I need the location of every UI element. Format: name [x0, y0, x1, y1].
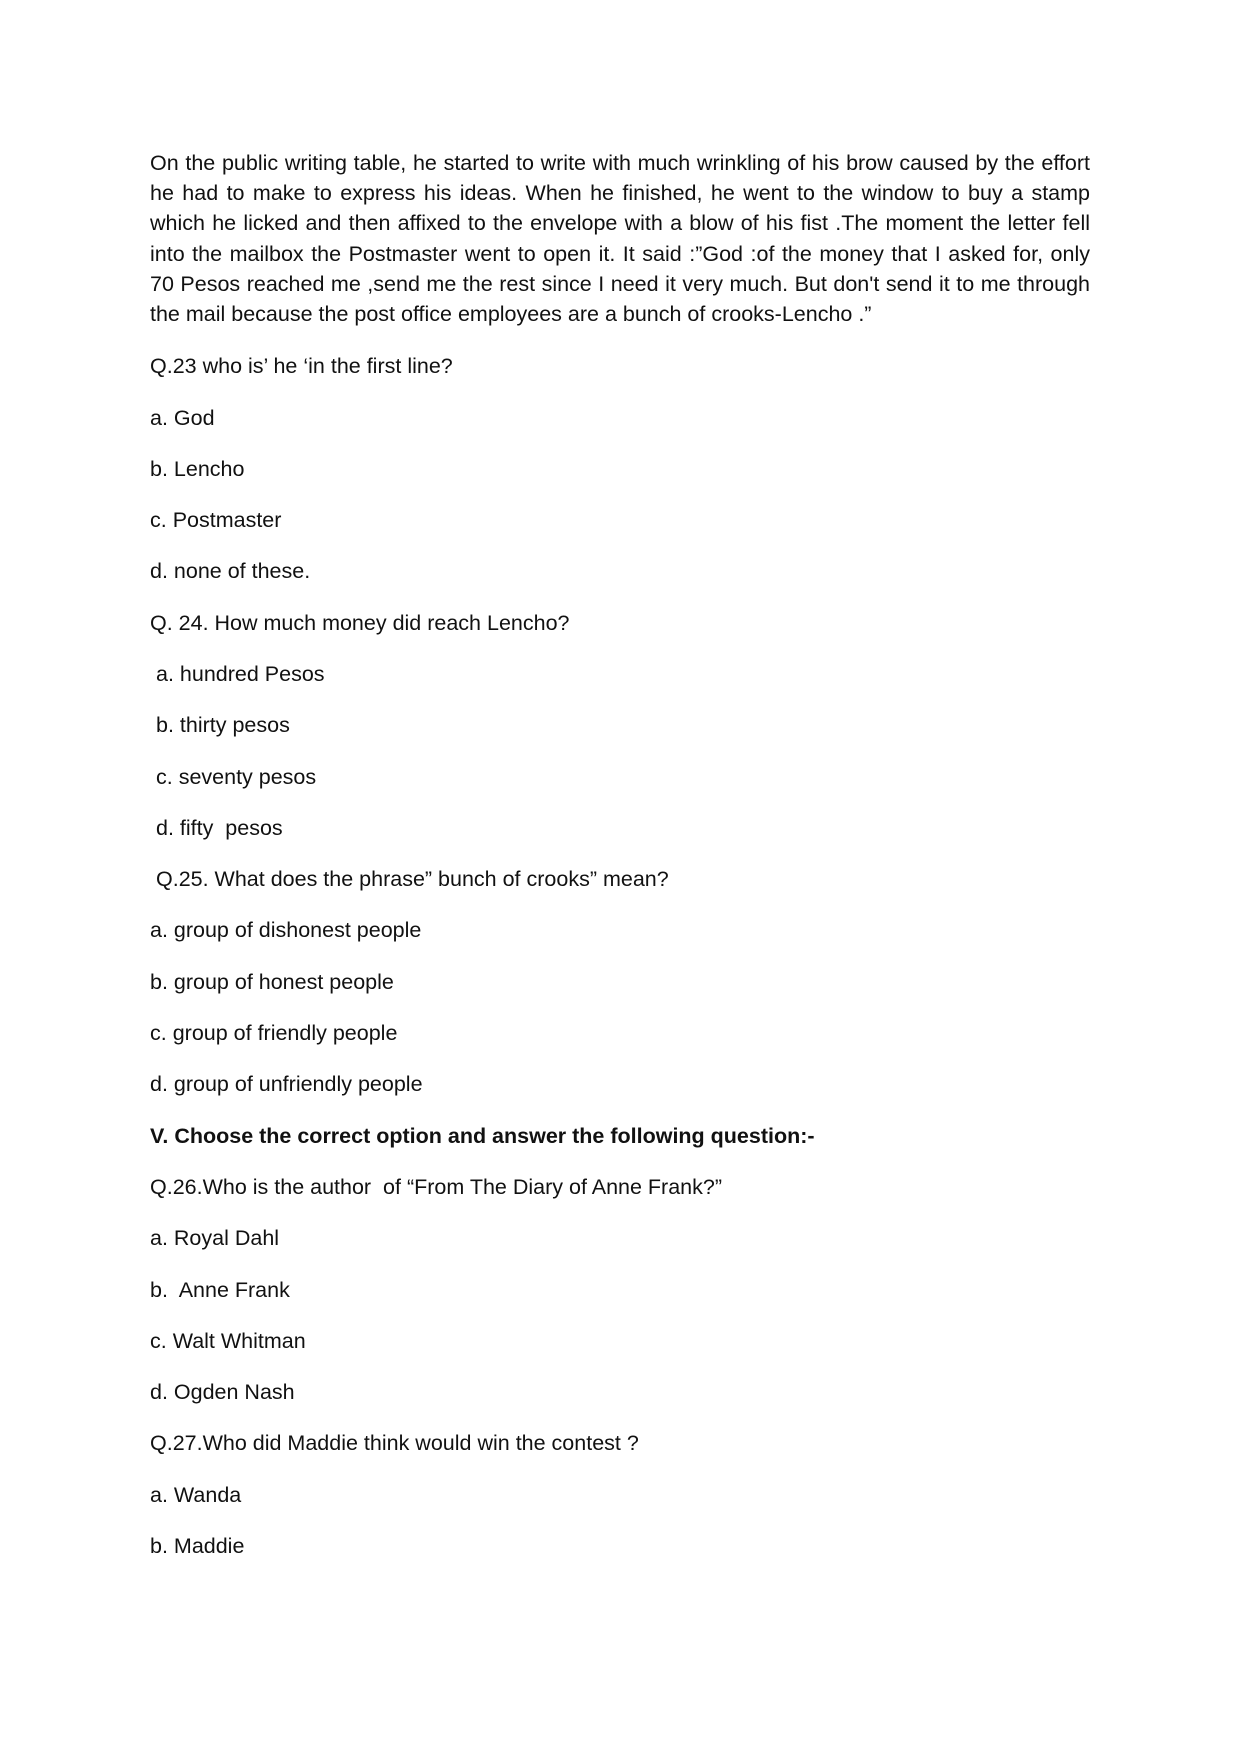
q25-option-d: d. group of unfriendly people [150, 1072, 423, 1097]
q24-option-a: a. hundred Pesos [156, 662, 325, 686]
q23-option-c: c. Postmaster [150, 508, 282, 533]
reading-passage: On the public writing table, he started to write with much wrinkling of his brow caused by the effort he had to make to express his ideas. When he finished, he went to the window to buy a stamp which he licked and then affixed to the envelope with a blow of his fist .The moment the letter fell into the mailbox the Postmaster went to open it. It said :”God :of the money that I asked for, only 70 Pesos reached me ,send me the rest since I need it very much. But don't send it to me through the mail because the post office employees are a bunch of crooks-Lencho .” [150, 151, 1090, 327]
question-23: Q.23 who is’ he ‘in the first line? [150, 354, 453, 379]
q23-option-b: b. Lencho [150, 456, 245, 481]
q25-option-a: a. group of dishonest people [150, 918, 422, 943]
q26-option-a: a. Royal Dahl [150, 1226, 280, 1251]
q26-option-b: b. Anne Frank [150, 1277, 290, 1302]
question-27: Q.27.Who did Maddie think would win the contest ? [150, 1431, 639, 1456]
question-24: Q. 24. How much money did reach Lencho? [150, 610, 570, 635]
q24-option-c: c. seventy pesos [156, 764, 317, 789]
q23-option-a: a. God [150, 405, 215, 430]
question-25: Q.25. What does the phrase” bunch of crooks” mean? [156, 867, 669, 892]
q25-option-b: b. group of honest people [150, 969, 394, 994]
document-page [150, 148, 1090, 1582]
q24-option-d: d. fifty pesos [156, 815, 283, 840]
question-26: Q.26.Who is the author of “From The Diary of Anne Frank?” [150, 1174, 722, 1199]
q25-option-c: c. group of friendly people [150, 1021, 398, 1046]
q24-option-b: b. thirty pesos [156, 713, 290, 738]
q27-option-b: b. Maddie [150, 1534, 245, 1559]
q26-option-d: d. Ogden Nash [150, 1380, 295, 1405]
q27-option-a: a. Wanda [150, 1482, 242, 1507]
q23-option-d: d. none of these. [150, 559, 311, 584]
q26-option-c: c. Walt Whitman [150, 1328, 306, 1353]
section-v-heading: V. Choose the correct option and answer the following question:- [150, 1123, 815, 1148]
